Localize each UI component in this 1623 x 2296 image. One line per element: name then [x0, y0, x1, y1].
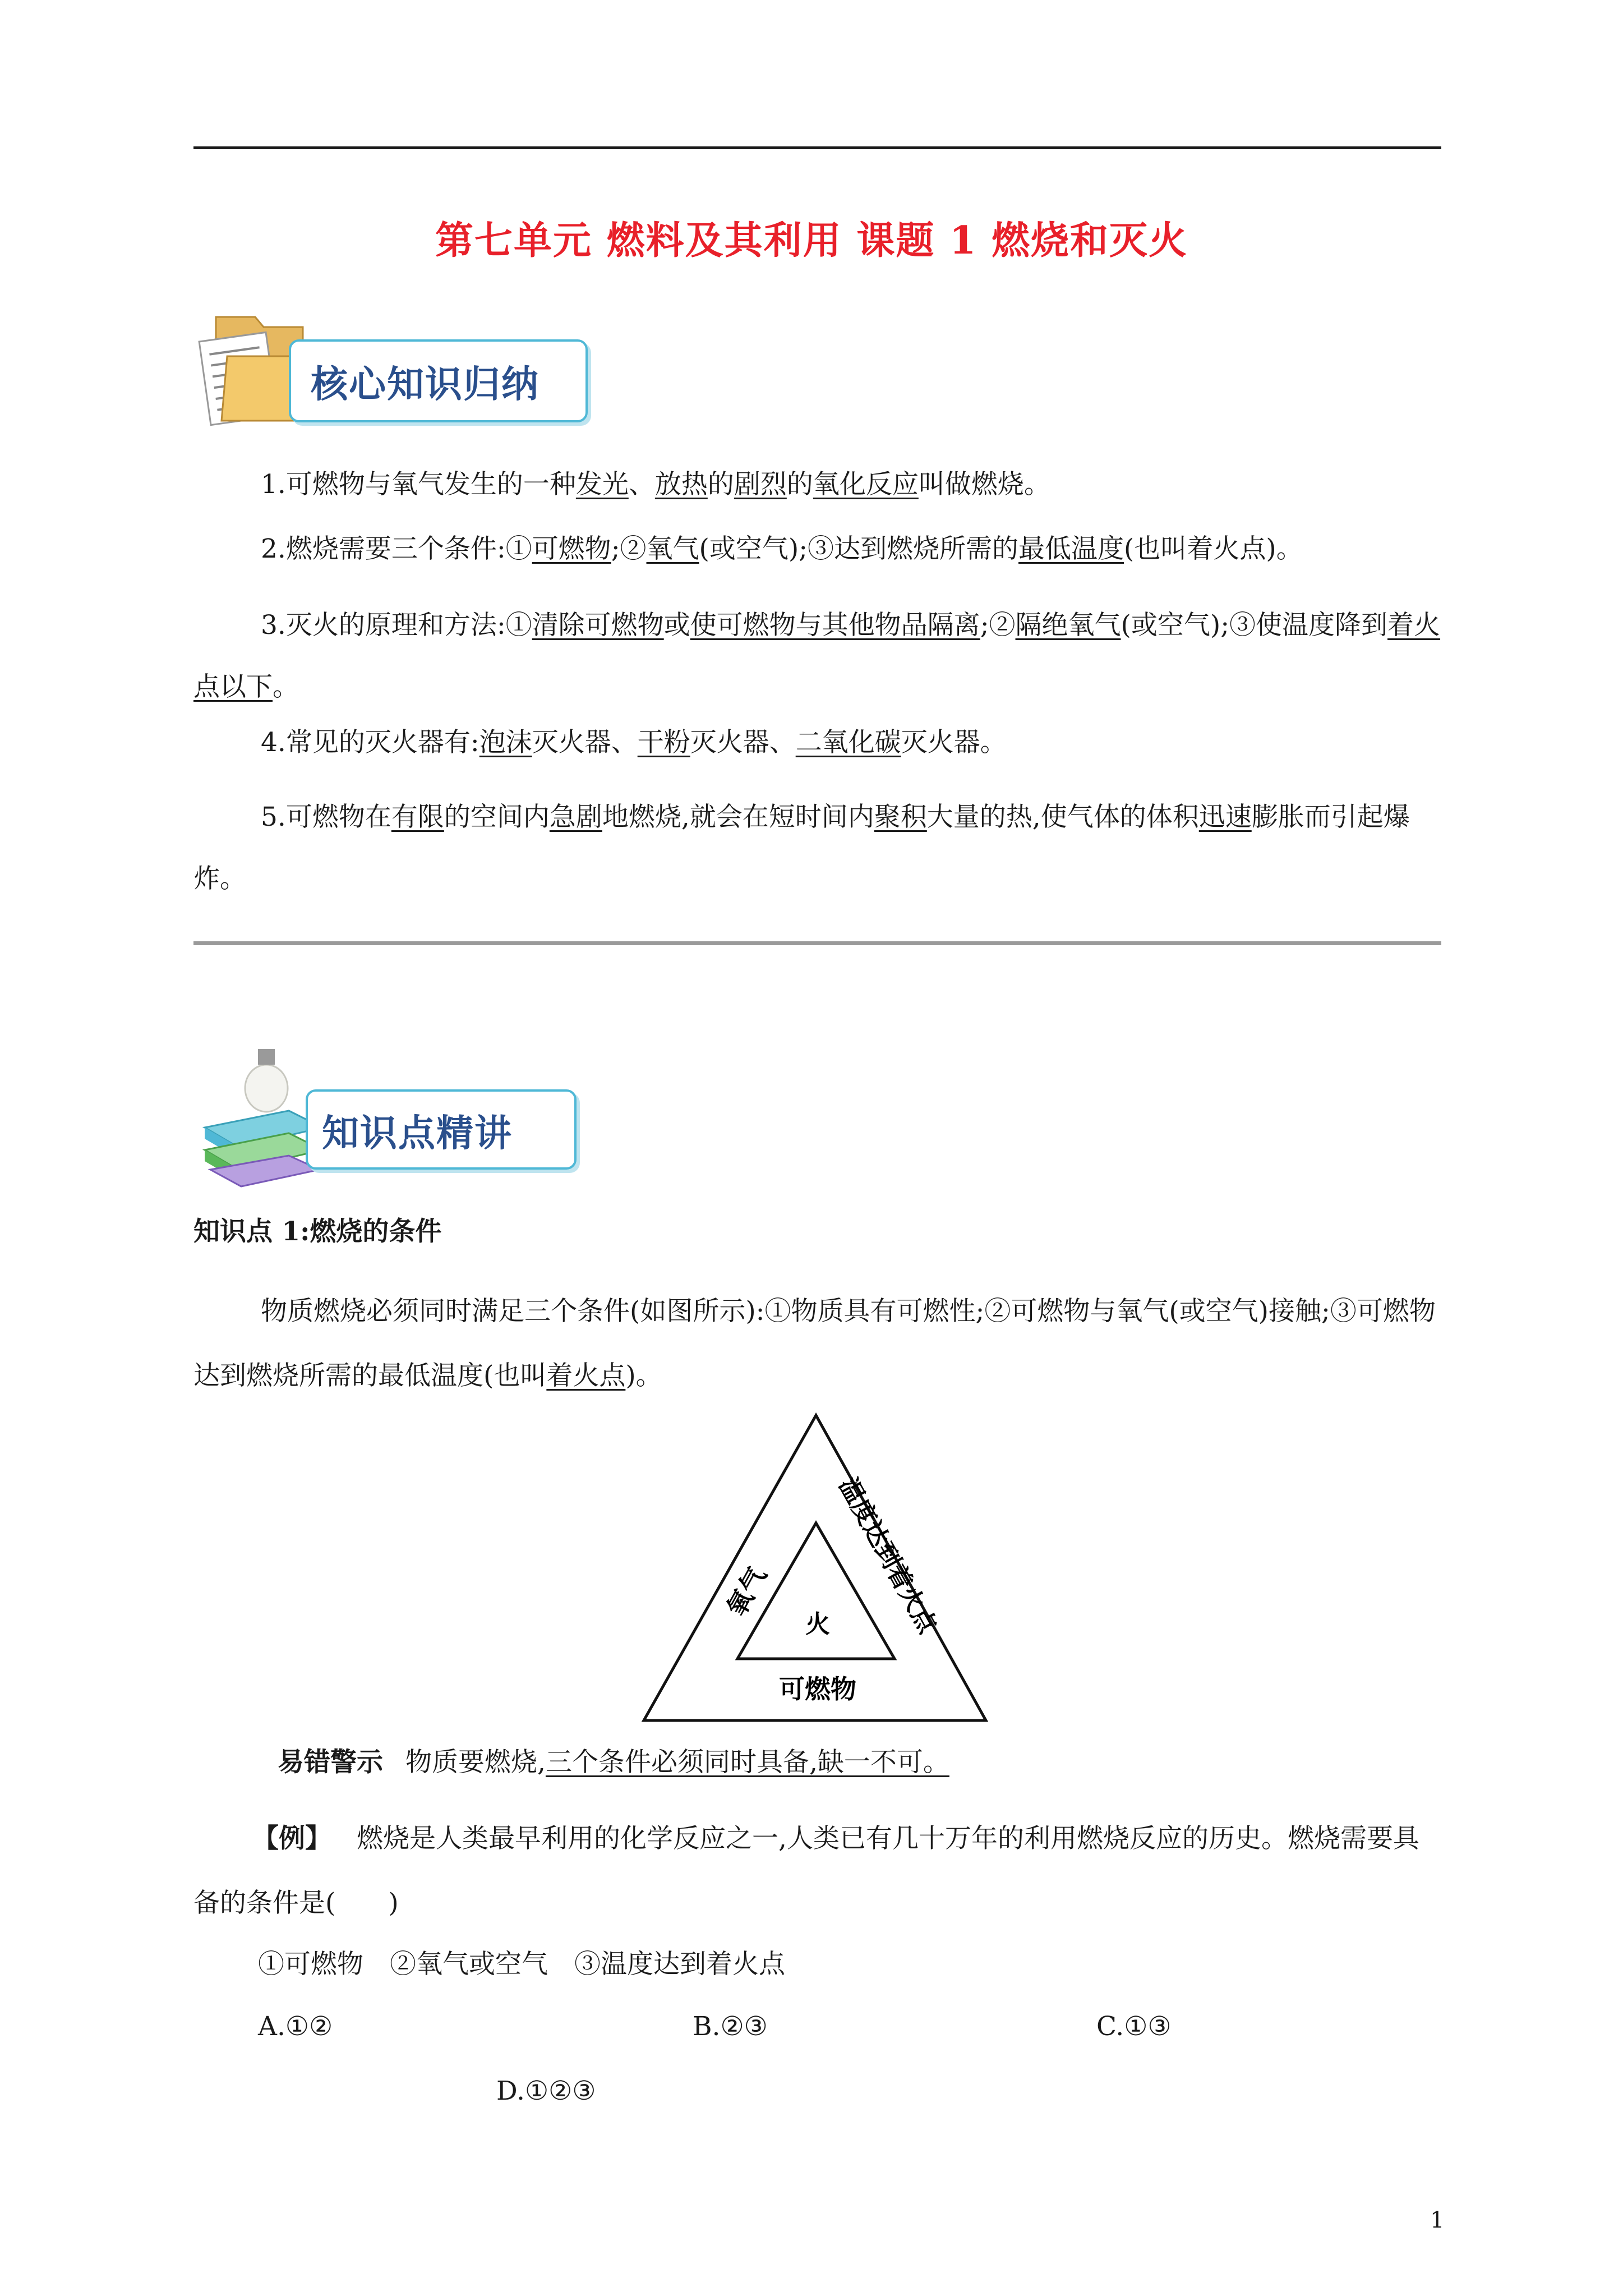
- core-item-4: 4.常见的灭火器有:泡沫灭火器、干粉灭火器、二氧化碳灭火器。: [261, 727, 1007, 758]
- option-d[interactable]: D.①②③: [496, 2076, 596, 2106]
- warning-label: 易错警示: [278, 1747, 383, 1778]
- core-item-3: 3.灭火的原理和方法:①清除可燃物或使可燃物与其他物品隔离;②隔绝氧气(或空气);③使温度降到着火点以下。: [193, 610, 1441, 702]
- badge-label: 知识点精讲: [322, 1111, 513, 1154]
- knowledge-point-body: 物质燃烧必须同时满足三个条件(如图所示):①物质具有可燃性;②可燃物与氧气(或空气)接触;③可燃物达到燃烧所需的最低温度(也叫着火点)。: [193, 1296, 1436, 1391]
- badge-label: 核心知识归纳: [311, 362, 540, 406]
- example-conditions: ①可燃物 ②氧气或空气 ③温度达到着火点: [258, 1949, 785, 1980]
- knowledge-point-title: 知识点 1:燃烧的条件: [193, 1216, 442, 1247]
- example-label: 【例】: [252, 1823, 331, 1854]
- option-b[interactable]: B.②③: [693, 2011, 768, 2042]
- error-warning: 易错警示 物质要燃烧,三个条件必须同时具备,缺一不可。: [278, 1747, 949, 1778]
- badge-frame: [306, 1089, 577, 1170]
- badge-frame: [289, 339, 588, 422]
- center-label-fire: 火: [805, 1610, 830, 1639]
- core-item-2: 2.燃烧需要三个条件:①可燃物;②氧气(或空气);③达到燃烧所需的最低温度(也叫着火点)。: [261, 533, 1303, 564]
- section-divider: [193, 941, 1441, 945]
- core-item-1: 1.可燃物与氧气发生的一种发光、放热的剧烈的氧化反应叫做燃烧。: [261, 469, 1050, 500]
- core-item-5: 5.可燃物在有限的空间内急剧地燃烧,就会在短时间内聚积大量的热,使气体的体积迅速膨胀而引起爆炸。: [193, 802, 1410, 894]
- side-label-combustible: 可燃物: [779, 1674, 856, 1704]
- header-rule: [193, 146, 1441, 149]
- page-number: 1: [1430, 2207, 1445, 2233]
- side-label-temperature: 温度达到着火点: [833, 1473, 942, 1639]
- page-title: 第七单元 燃料及其利用 课题 1 燃烧和灭火: [435, 218, 1188, 263]
- option-a[interactable]: A.①②: [258, 2011, 333, 2042]
- section-badge-core-knowledge: [193, 306, 597, 432]
- option-c[interactable]: C.①③: [1096, 2011, 1172, 2042]
- side-label-oxygen: 氧气: [721, 1561, 772, 1622]
- example-question: 【例】 燃烧是人类最早利用的化学反应之一,人类已有几十万年的利用燃烧反应的历史。燃烧需要具备的条件是( ): [193, 1823, 1419, 1918]
- fire-triangle-diagram: [639, 1411, 993, 1725]
- section-badge-knowledge-points: [193, 1043, 586, 1195]
